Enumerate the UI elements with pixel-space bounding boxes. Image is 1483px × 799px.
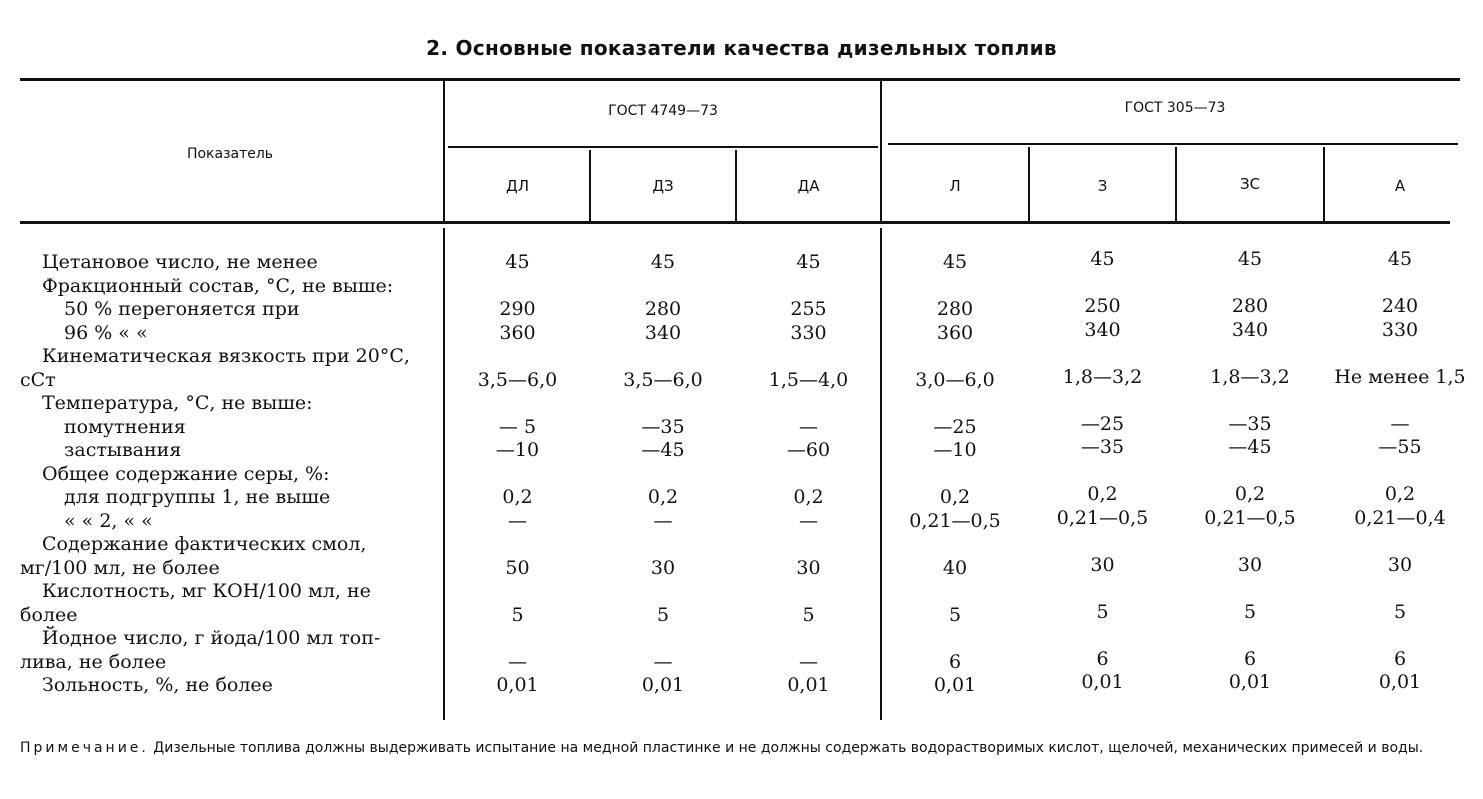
table-cell: 1,8—3,2 bbox=[1210, 366, 1290, 388]
table-cell: 330 bbox=[1381, 319, 1419, 341]
table-cell: 1,5—4,0 bbox=[768, 369, 849, 391]
table-cell: 0,01 bbox=[1081, 671, 1124, 693]
table-cell: — bbox=[799, 510, 818, 532]
table-cell: 0,01 bbox=[496, 674, 539, 696]
indicator-label: 96 % « « bbox=[64, 322, 148, 344]
table-cell: — bbox=[1390, 413, 1410, 435]
table-cell: 45 bbox=[1387, 248, 1413, 270]
indicator-label: для подгруппы 1, не выше bbox=[64, 486, 331, 508]
table-cell: 0,21—0,5 bbox=[1056, 507, 1149, 529]
column-header-l: Л bbox=[949, 177, 961, 195]
indicator-label: мг/100 мл, не более bbox=[20, 557, 220, 579]
table-cell: 330 bbox=[790, 322, 827, 344]
table-cell: 5 bbox=[948, 604, 962, 626]
table-cell: 6 bbox=[1096, 648, 1109, 670]
table-cell: 3,0—6,0 bbox=[915, 369, 995, 391]
table-cell: — 5 bbox=[498, 416, 537, 438]
table-cell: 0,2 bbox=[1384, 483, 1416, 505]
table-cell: —35 bbox=[1228, 413, 1272, 435]
table-cell: 1,8—3,2 bbox=[1062, 366, 1143, 388]
table-cell: 340 bbox=[1084, 319, 1121, 341]
table-cell: —45 bbox=[641, 439, 685, 461]
table-cell: — bbox=[799, 651, 818, 673]
table-cell: — bbox=[799, 416, 818, 438]
table-cell: 360 bbox=[936, 322, 974, 344]
column-header-z: З bbox=[1097, 177, 1108, 195]
table-cell: 0,2 bbox=[793, 486, 824, 508]
indicator-label: помутнения bbox=[64, 416, 186, 438]
table-cell: 5 bbox=[511, 604, 524, 626]
table-cell: 5 bbox=[802, 604, 815, 626]
table-cell: —10 bbox=[933, 439, 977, 461]
table-cell: 45 bbox=[796, 251, 821, 273]
table-cell: 0,2 bbox=[1234, 483, 1266, 505]
indicator-label: Фракционный состав, °С, не выше: bbox=[42, 275, 394, 297]
table-cell: 40 bbox=[942, 557, 968, 579]
table-note bbox=[20, 739, 1475, 757]
table-cell: 0,2 bbox=[1087, 483, 1118, 505]
table-cell: 0,01 bbox=[933, 674, 977, 696]
table-cell: 0,21—0,5 bbox=[1204, 507, 1296, 529]
column-rule bbox=[443, 80, 445, 223]
table-cell: —35 bbox=[641, 416, 685, 438]
indicator-header: Показатель bbox=[186, 146, 274, 162]
indicator-label: Зольность, %, не более bbox=[42, 674, 273, 696]
indicator-label: Йодное число, г йода/100 мл топ- bbox=[42, 627, 381, 649]
column-header-da: ДА bbox=[797, 177, 820, 195]
table-cell: 0,2 bbox=[502, 486, 533, 508]
table-cell: —60 bbox=[786, 439, 831, 461]
table-cell: 45 bbox=[1090, 248, 1115, 270]
table-title: 2. Основные показатели качества дизельных топлив bbox=[426, 36, 1057, 60]
indicator-label: Цетановое число, не менее bbox=[42, 251, 318, 273]
table-cell: 290 bbox=[499, 298, 536, 320]
table-cell: 5 bbox=[1096, 601, 1109, 623]
table-cell: —45 bbox=[1228, 436, 1272, 458]
table-cell: 30 bbox=[650, 557, 676, 579]
table-cell: 280 bbox=[644, 298, 682, 320]
table-cell: 6 bbox=[1243, 648, 1257, 670]
group-header-gost-4749: ГОСТ 4749—73 bbox=[608, 103, 718, 119]
table-cell: Не менее 1,5 bbox=[1334, 366, 1466, 388]
column-rule bbox=[443, 228, 445, 720]
column-header-dz: ДЗ bbox=[652, 177, 674, 195]
table-cell: 280 bbox=[1231, 295, 1269, 317]
table-cell: 0,21—0,5 bbox=[909, 510, 1001, 532]
table-cell: 0,01 bbox=[641, 674, 685, 696]
table-cell: 360 bbox=[499, 322, 536, 344]
table-cell: —55 bbox=[1378, 436, 1422, 458]
indicator-label: более bbox=[20, 604, 78, 626]
indicator-label: Кислотность, мг КОН/100 мл, не bbox=[42, 580, 371, 602]
note-text: Дизельные топлива должны выдерживать испытание на медной пластинке и не должны содержать водорастворимых кислот, щелочей, механических примесей и воды. bbox=[148, 740, 1424, 756]
table-cell: 0,2 bbox=[939, 486, 971, 508]
table-cell: — bbox=[508, 651, 527, 673]
table-cell: 250 bbox=[1084, 295, 1121, 317]
group-divider-rule-left bbox=[448, 146, 878, 148]
table-cell: 5 bbox=[1243, 601, 1257, 623]
table-cell: 45 bbox=[1237, 248, 1263, 270]
table-cell: —35 bbox=[1080, 436, 1125, 458]
table-cell: 6 bbox=[948, 651, 962, 673]
indicator-label: Температура, °С, не выше: bbox=[42, 392, 313, 414]
table-cell: 3,5—6,0 bbox=[477, 369, 558, 391]
table-cell: 0,01 bbox=[787, 674, 830, 696]
table-cell: 5 bbox=[1393, 601, 1407, 623]
indicator-label: « « 2, « « bbox=[64, 510, 153, 532]
table-cell: 0,21—0,4 bbox=[1354, 507, 1446, 529]
table-cell: 340 bbox=[644, 322, 682, 344]
group-header-gost-305: ГОСТ 305—73 bbox=[1124, 100, 1226, 116]
table-cell: — bbox=[508, 510, 527, 532]
table-top-rule bbox=[20, 78, 1460, 81]
table-cell: 50 bbox=[505, 557, 530, 579]
indicator-label: Общее содержание серы, %: bbox=[42, 463, 330, 485]
table-cell: 6 bbox=[1393, 648, 1407, 670]
indicator-label: лива, не более bbox=[20, 651, 167, 673]
table-cell: 30 bbox=[1090, 554, 1115, 576]
group-divider-rule-right bbox=[888, 143, 1458, 145]
table-cell: —25 bbox=[933, 416, 977, 438]
table-cell: 255 bbox=[790, 298, 827, 320]
column-header-a: А bbox=[1394, 177, 1406, 195]
indicator-label: Кинематическая вязкость при 20°С, bbox=[42, 345, 410, 367]
table-cell: 0,2 bbox=[647, 486, 679, 508]
table-cell: 240 bbox=[1381, 295, 1419, 317]
table-cell: —25 bbox=[1080, 413, 1125, 435]
table-cell: —10 bbox=[495, 439, 540, 461]
table-cell: 5 bbox=[656, 604, 670, 626]
table-cell: 45 bbox=[942, 251, 968, 273]
table-cell: 45 bbox=[650, 251, 676, 273]
column-header-dl: ДЛ bbox=[506, 177, 529, 195]
table-cell: 45 bbox=[505, 251, 530, 273]
table-cell: 0,01 bbox=[1378, 671, 1422, 693]
column-header-zs: ЗС bbox=[1239, 175, 1261, 193]
table-cell: — bbox=[653, 510, 673, 532]
indicator-label: 50 % перегоняется при bbox=[64, 298, 300, 320]
indicator-label: Содержание фактических смол, bbox=[42, 533, 367, 555]
note-label: Примечание. bbox=[20, 740, 149, 756]
indicator-label: застывания bbox=[64, 439, 182, 461]
table-cell: 280 bbox=[936, 298, 974, 320]
table-cell: 340 bbox=[1231, 319, 1269, 341]
table-cell: 30 bbox=[1387, 554, 1413, 576]
table-cell: 3,5—6,0 bbox=[623, 369, 703, 391]
table-cell: 0,01 bbox=[1228, 671, 1272, 693]
table-cell: — bbox=[653, 651, 673, 673]
table-cell: 30 bbox=[1237, 554, 1263, 576]
indicator-label: сСт bbox=[20, 369, 56, 391]
table-cell: 30 bbox=[796, 557, 821, 579]
